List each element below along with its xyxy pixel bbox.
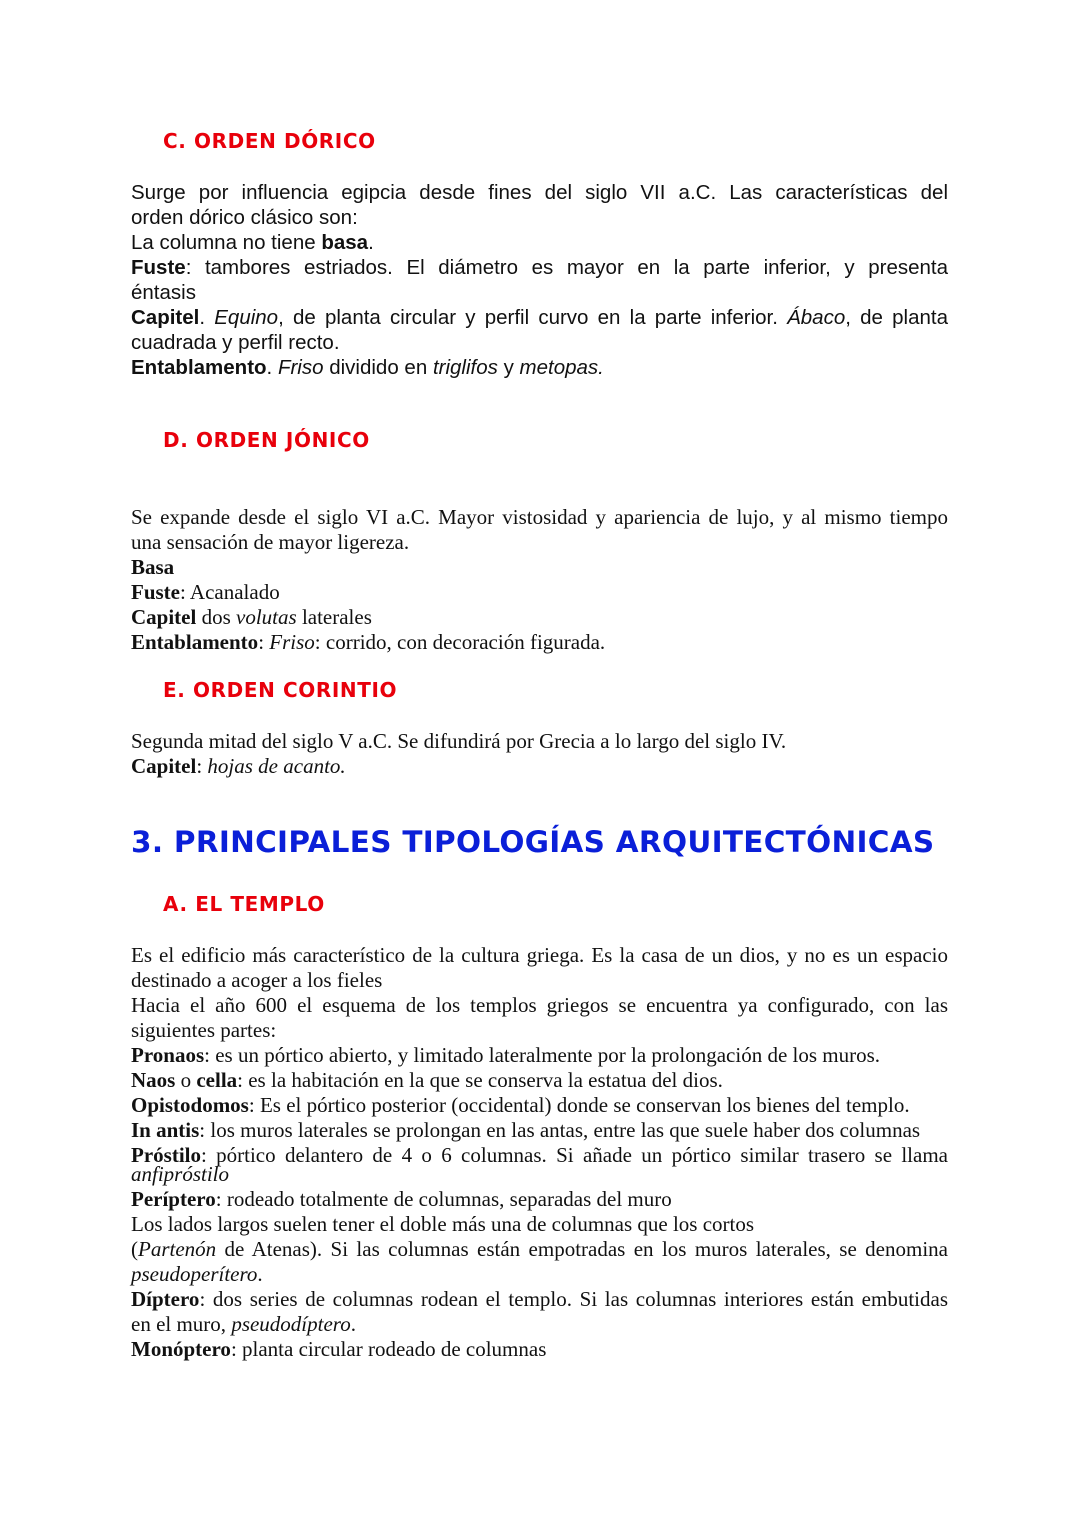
temple-section xyxy=(131,943,948,1362)
term-in-antis: In antis xyxy=(131,1118,200,1142)
term-fuste: Fuste xyxy=(131,256,186,279)
ionic-capitel-text: dos xyxy=(196,605,237,629)
temple-intro-line1: Es el edificio más característico de la cultura griega. Es la casa de un dios, y no es un espacio xyxy=(131,943,948,967)
doric-intro-line1: Surge por influencia egipcia desde fines del siglo VII a.C. Las características del xyxy=(131,181,948,204)
term-capitel: Capitel xyxy=(131,306,200,329)
doric-entab-y: y xyxy=(497,356,520,379)
ionic-intro-line1: Se expande desde el siglo VI a.C. Mayor vistosidad y apariencia de lujo, y al mismo tiempo xyxy=(131,505,948,529)
temple-parts-line1: Hacia el año 600 el esquema de los templos griegos se encuentra ya configurado, con las xyxy=(131,993,948,1017)
corinthian-capitel-sep: : xyxy=(196,754,208,778)
term-fuste-ionic: Fuste xyxy=(131,580,180,604)
temple-periptero xyxy=(131,1187,948,1212)
temple-naos-o: o xyxy=(175,1068,197,1092)
corinthian-section xyxy=(131,729,948,779)
temple-naos-text: : es la habitación en la que se conserva la estatua del dios. xyxy=(237,1068,723,1092)
term-pseudodiptero: pseudodíptero xyxy=(231,1312,351,1336)
temple-diptero-text: : dos series de columnas rodean el templo. Si las columnas interiores están embutidas xyxy=(199,1287,948,1311)
term-pseudoperitero: pseudoperítero xyxy=(131,1262,258,1286)
temple-parts-line2: siguientes partes: xyxy=(131,1018,277,1042)
term-capitel-ionic: Capitel xyxy=(131,605,197,629)
doric-section xyxy=(131,180,948,380)
doric-capitel-end: , de planta xyxy=(845,306,948,329)
ionic-fuste xyxy=(131,580,948,605)
doric-fuste-line2: éntasis xyxy=(131,281,196,304)
temple-pseudoperi-end: . xyxy=(257,1262,263,1286)
term-cella: cella xyxy=(196,1068,238,1092)
term-basa-ionic: Basa xyxy=(131,555,175,579)
doric-capitel-mid: , de planta circular y perfil curvo en la parte inferior. xyxy=(278,306,788,329)
temple-diptero-line2: en el muro, xyxy=(131,1312,232,1336)
term-hojas-de-acanto: hojas de acanto. xyxy=(207,754,346,778)
term-volutas: volutas xyxy=(236,605,297,629)
ionic-capitel xyxy=(131,605,948,630)
temple-prostilo-text: : pórtico delantero de 4 o 6 columnas. Si añade un pórtico similar trasero se llama xyxy=(200,1143,948,1167)
temple-pseudoperitero xyxy=(131,1262,948,1287)
temple-in-antis xyxy=(131,1118,948,1143)
term-metopas: metopas. xyxy=(519,356,604,379)
doric-basa xyxy=(131,230,948,255)
temple-intro-line2: destinado a acoger a los fieles xyxy=(131,968,383,992)
ionic-entablamento xyxy=(131,630,948,655)
term-equino: Equino xyxy=(214,306,279,329)
term-prostilo: Próstilo xyxy=(131,1143,201,1167)
doric-capitel-line2: cuadrada y perfil recto. xyxy=(131,331,340,354)
corinthian-intro: Segunda mitad del siglo V a.C. Se difundirá por Grecia a lo largo del siglo IV. xyxy=(131,729,787,753)
heading-orden-jonico: D. ORDEN JÓNICO xyxy=(163,428,370,452)
term-naos: Naos xyxy=(131,1068,176,1092)
doric-fuste-text: : tambores estriados. El diámetro es mayor en la parte inferior, y presenta xyxy=(185,256,948,279)
term-anfiprostilo: anfipróstilo xyxy=(131,1162,230,1186)
term-triglifos: triglifos xyxy=(432,356,498,379)
term-opistodomos: Opistodomos xyxy=(131,1093,249,1117)
doric-entab-sep: . xyxy=(266,356,278,379)
temple-pronaos-text: : es un pórtico abierto, y limitado lateralmente por la prolongación de los muros. xyxy=(204,1043,881,1067)
term-abaco: Ábaco xyxy=(787,306,846,329)
term-friso-ionic: Friso xyxy=(269,630,315,654)
temple-pronaos xyxy=(131,1043,948,1068)
doric-capitel xyxy=(131,305,948,330)
temple-pseudodiptero xyxy=(131,1312,948,1337)
temple-diptero xyxy=(131,1287,948,1312)
doric-capitel-sep: . xyxy=(199,306,215,329)
temple-lados: Los lados largos suelen tener el doble más una de columnas que los cortos xyxy=(131,1212,755,1236)
term-periptero: Períptero xyxy=(131,1187,216,1211)
term-entablamento: Entablamento xyxy=(131,356,267,379)
ionic-basa xyxy=(131,555,948,580)
temple-pseudodipt-end: . xyxy=(350,1312,356,1336)
temple-monoptero-text: : planta circular rodeado de columnas xyxy=(230,1337,547,1361)
ionic-section xyxy=(131,505,948,655)
term-monoptero: Monóptero xyxy=(131,1337,231,1361)
term-partenon: Partenón xyxy=(138,1237,217,1261)
term-entablamento-ionic: Entablamento xyxy=(131,630,259,654)
ionic-entab-sep: : xyxy=(258,630,270,654)
heading-section-3: 3. PRINCIPALES TIPOLOGÍAS ARQUITECTÓNICAS xyxy=(131,825,935,859)
ionic-intro-line2: una sensación de mayor ligereza. xyxy=(131,530,410,554)
temple-monoptero xyxy=(131,1337,948,1362)
doric-basa-prefix: La columna no tiene xyxy=(131,231,322,254)
ionic-entab-text: : corrido, con decoración figurada. xyxy=(314,630,606,654)
doric-intro-line2: orden dórico clásico son: xyxy=(131,206,358,229)
temple-partenon xyxy=(131,1237,948,1262)
temple-parten-text: de Atenas). Si las columnas están empotradas en los muros laterales, se denomina xyxy=(216,1237,948,1261)
temple-antis-text: : los muros laterales se prolongan en las antas, entre las que suele haber dos columnas xyxy=(199,1118,921,1142)
term-diptero: Díptero xyxy=(131,1287,200,1311)
temple-prostilo xyxy=(131,1143,948,1167)
corinthian-capitel xyxy=(131,754,948,779)
temple-parten-open: ( xyxy=(131,1237,138,1261)
doric-fuste xyxy=(131,255,948,280)
heading-orden-corintio: E. ORDEN CORINTIO xyxy=(163,678,398,702)
temple-naos xyxy=(131,1068,948,1093)
doric-entablamento xyxy=(131,355,948,380)
doric-entab-mid: dividido en xyxy=(323,356,433,379)
temple-periptero-text: : rodeado totalmente de columnas, separadas del muro xyxy=(215,1187,672,1211)
ionic-capitel-end: laterales xyxy=(296,605,372,629)
term-friso: Friso xyxy=(277,356,324,379)
ionic-fuste-text: : Acanalado xyxy=(180,580,280,604)
temple-opis-text: : Es el pórtico posterior (occidental) donde se conservan los bienes del templo. xyxy=(248,1093,910,1117)
heading-el-templo: A. EL TEMPLO xyxy=(163,892,325,916)
term-capitel-corintio: Capitel xyxy=(131,754,197,778)
doric-basa-end: . xyxy=(368,231,374,254)
term-basa: basa xyxy=(321,231,369,254)
term-pronaos: Pronaos xyxy=(131,1043,205,1067)
heading-orden-dorico: C. ORDEN DÓRICO xyxy=(163,129,376,153)
temple-opistodomos xyxy=(131,1093,948,1118)
